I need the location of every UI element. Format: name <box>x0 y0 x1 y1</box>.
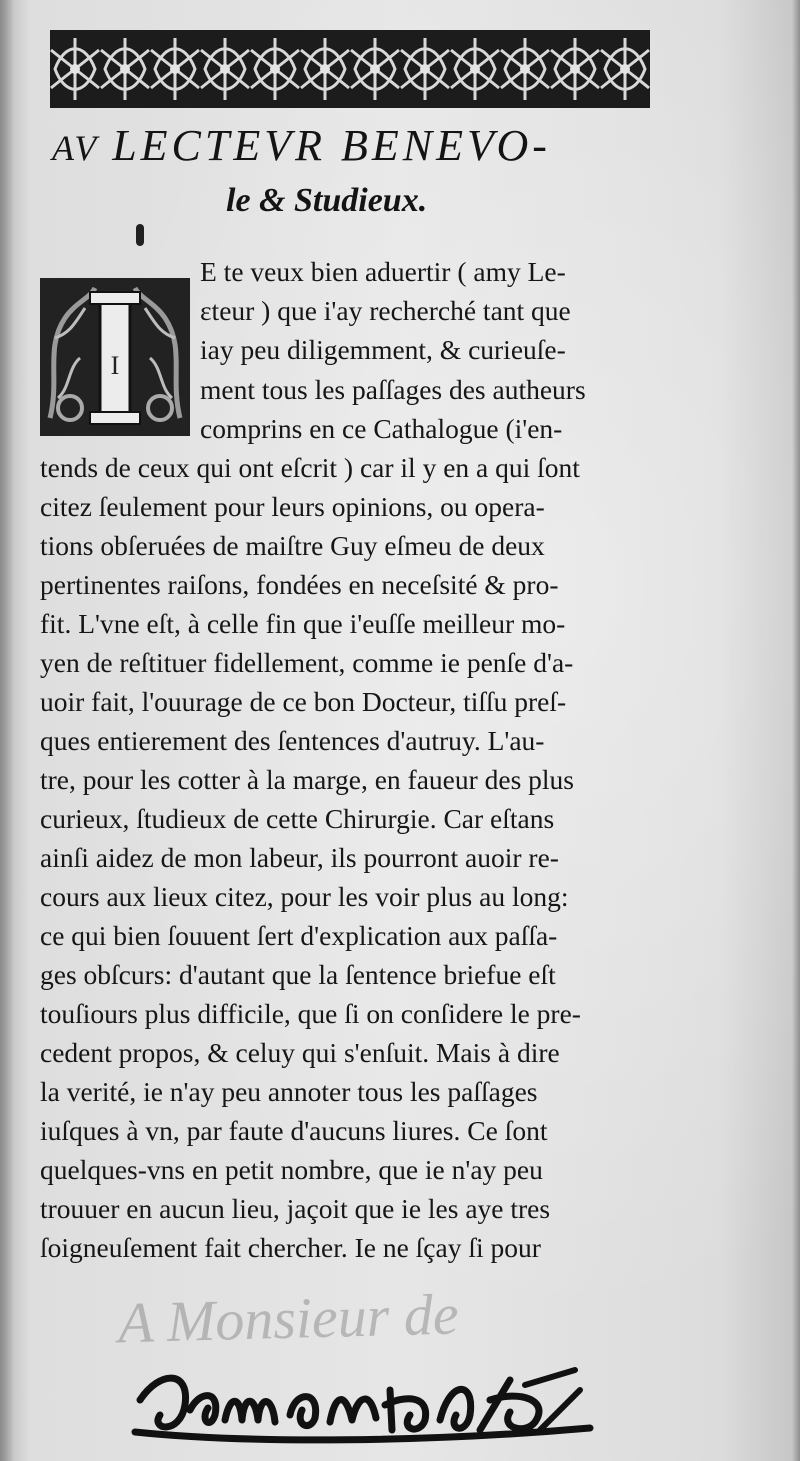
spine-shadow <box>0 0 14 1461</box>
ornament-boss <box>320 64 330 74</box>
text-line: trouuer en aucun lieu, jaçoit que ie les aye tres <box>40 1193 551 1224</box>
heading-main: LECTEVR BENEVO- <box>112 121 551 170</box>
handwritten-signature <box>130 1360 600 1450</box>
text-line: cedent propos, & celuy qui s'enſuit. Mais à dire <box>40 1037 560 1068</box>
heading-prefix: AV <box>52 128 99 168</box>
text-line: comprins en ce Cathalogue (i'en- <box>200 413 563 444</box>
text-line: citez ſeulement pour leurs opinions, ou opera- <box>40 491 545 522</box>
text-line: E te veux bien aduertir ( amy Le- <box>200 256 566 287</box>
ornament-boss <box>470 64 480 74</box>
text-line: ges obſcurs: d'autant que la ſentence briefue eſt <box>40 959 556 990</box>
text-line: ainſi aidez de mon labeur, ils pourront auoir re- <box>40 842 559 873</box>
faded-inscription: A Monsieur de <box>117 1281 460 1356</box>
text-line: curieux, ſtudieux de cette Chirurgie. Car eſtans <box>40 803 555 834</box>
dropcap-letter: I <box>110 351 120 380</box>
ornament-boss <box>370 64 380 74</box>
text-line: tions obſeruées de maiſtre Guy eſmeu de deux <box>40 530 545 561</box>
text-line: tends de ceux qui ont eſcrit ) car il y en a qui ſont <box>40 452 580 483</box>
ornament-boss <box>220 64 230 74</box>
text-line: fit. L'vne eſt, à celle fin que i'euſſe meilleur mo- <box>40 608 566 639</box>
text-line: iuſques à vn, par faute d'aucuns liures. Ce ſont <box>40 1115 548 1146</box>
text-line: ſoigneuſement fait chercher. Ie ne ſçay ſi pour <box>40 1232 541 1263</box>
ornament-boss <box>120 64 130 74</box>
text-line: ment tous les paſſages des autheurs <box>200 374 586 405</box>
text-line: ɛteur ) que i'ay recherché tant que <box>200 295 571 326</box>
text-line: ques entierement des ſentences d'autruy. L'au- <box>40 725 545 756</box>
text-line: la verité, ie n'ay peu annoter tous les paſſages <box>40 1076 538 1107</box>
ink-blot <box>136 224 144 246</box>
text-line: yen de reſtituer fidellement, comme ie penſe d'a- <box>40 647 574 678</box>
text-line: uoir fait, l'ouurage de ce bon Docteur, tiſſu preſ- <box>40 686 567 717</box>
text-line: iay peu diligemment, & curieuſe- <box>200 334 566 365</box>
text-line: touſiours plus difficile, que ſi on conſidere le pre- <box>40 998 581 1029</box>
ornament-boss <box>170 64 180 74</box>
heading-line-1 <box>52 120 672 171</box>
heading-line-2: le & Studieux. <box>226 182 428 219</box>
page-edge-shadow <box>792 0 800 1461</box>
text-line: cours aux lieux citez, pour les voir plus au long: <box>40 881 569 912</box>
text-line: pertinentes raiſons, fondées en neceſsité & pro- <box>40 569 559 600</box>
ornament-boss <box>420 64 430 74</box>
dropcap-initial <box>40 278 190 436</box>
ornament-boss <box>520 64 530 74</box>
ornament-headpiece <box>50 30 650 108</box>
ornament-boss <box>270 64 280 74</box>
ornament-boss <box>570 64 580 74</box>
text-line: ce qui bien ſouuent ſert d'explication aux paſſa- <box>40 920 558 951</box>
ornament-boss <box>620 64 630 74</box>
text-line: quelques-vns en petit nombre, que ie n'ay peu <box>40 1154 543 1185</box>
text-line: tre, pour les cotter à la marge, en faueur des plus <box>40 764 575 795</box>
ornament-boss <box>70 64 80 74</box>
